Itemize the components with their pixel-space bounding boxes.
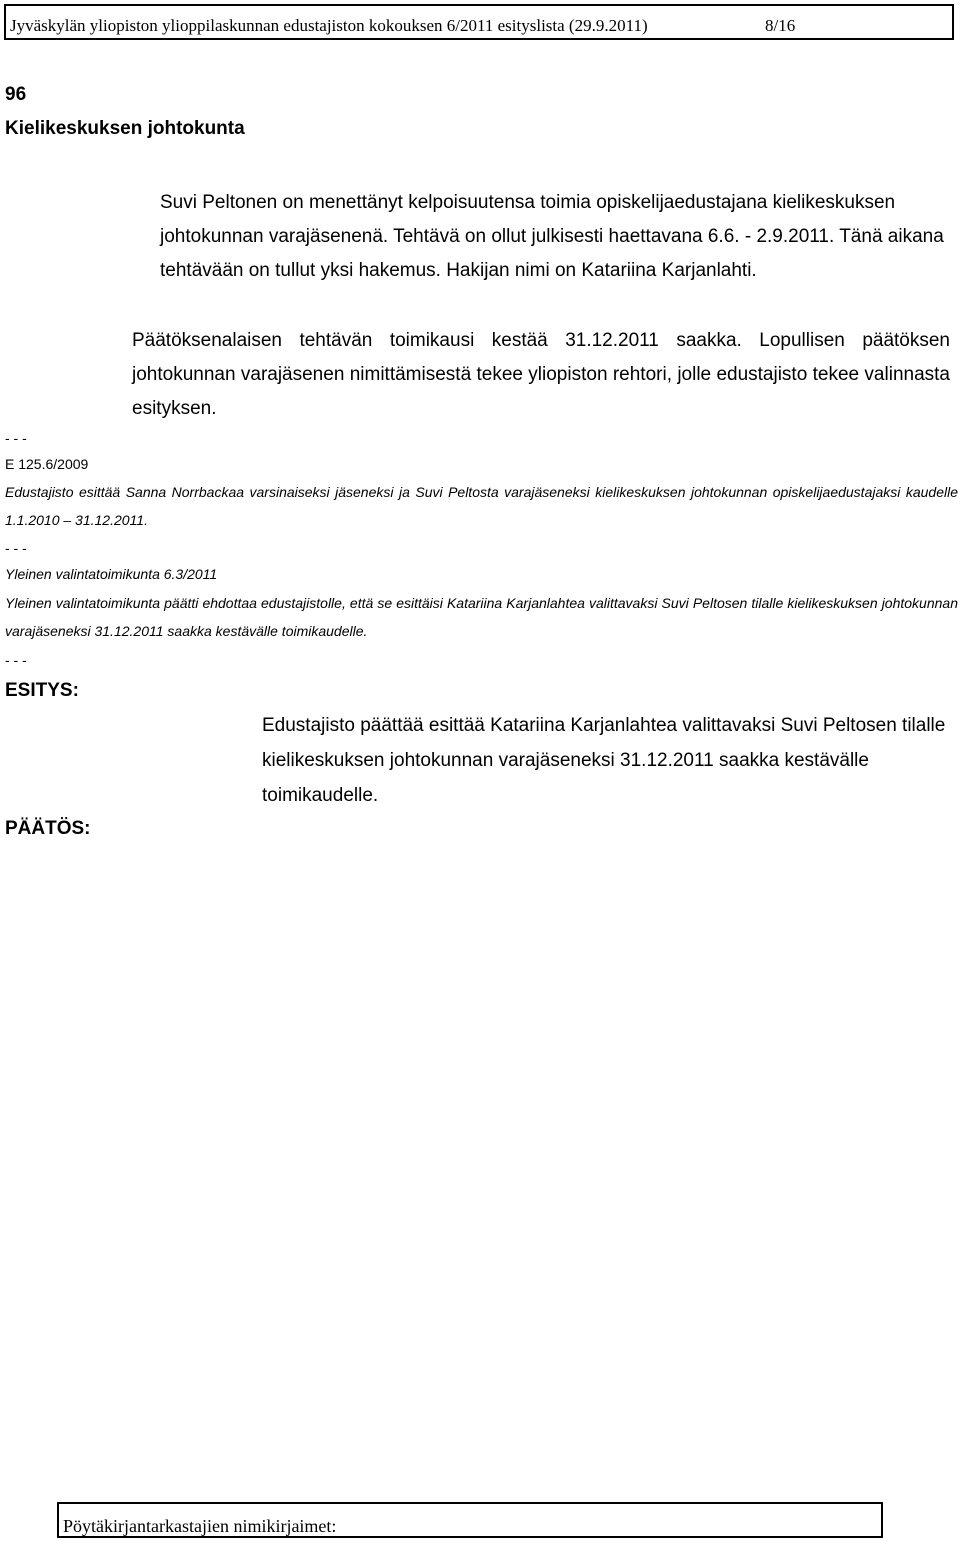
paragraph-background: Suvi Peltonen on menettänyt kelpoisuutensa toimia opiskelijaedustajana kielikeskuksen johtokunnan varajäsenenä. Tehtävä on ollut julkisesti haettavana 6.6. - 2.9.2011. Tänä aikana tehtävään on tullut yksi hakemus. Hakijan nimi on Katariina Karjanlahti. — [160, 192, 944, 281]
separator: - - - — [5, 430, 27, 446]
header-title: Jyväskylän yliopiston ylioppilaskunnan edustajiston kokouksen 6/2011 esityslista (29.9.2011) — [10, 16, 648, 35]
history-ref-text: Yleinen valintatoimikunta päätti ehdottaa edustajistolle, että se esittäisi Katariina Karjanlahtea valittavaksi Suvi Peltosen tilalle kielikeskuksen johtokunnan varajäseneksi 31.12.2011 saakka kestävälle toimikaudelle. — [5, 595, 958, 639]
proposal-label: ESITYS: — [5, 680, 79, 701]
history-ref-label: E 125.6/2009 — [5, 456, 89, 472]
footer-label: Pöytäkirjantarkastajien nimikirjaimet: — [63, 1516, 337, 1536]
history-ref-label: Yleinen valintatoimikunta 6.3/2011 — [5, 566, 218, 582]
decision-label: PÄÄTÖS: — [5, 818, 91, 839]
history-ref-text: Edustajisto esittää Sanna Norrbackaa varsinaiseksi jäseneksi ja Suvi Peltosta varajäseneksi kielikeskuksen johtokunnan opiskelijaedustajaksi kaudelle 1.1.2010 – 31.12.2011. — [5, 484, 958, 528]
separator: - - - — [5, 652, 27, 668]
paragraph-term: Päätöksenalaisen tehtävän toimikausi kestää 31.12.2011 saakka. Lopullisen päätöksen johtokunnan varajäsenen nimittämisestä tekee yliopiston rehtori, jolle edustajisto tekee valinnasta esityksen. — [132, 330, 950, 419]
proposal-text: Edustajisto päättää esittää Katariina Karjanlahtea valittavaksi Suvi Peltosen tilalle kielikeskuksen johtokunnan varajäseneksi 31.12.2011 saakka kestävälle toimikaudelle. — [262, 715, 946, 806]
section-title: Kielikeskuksen johtokunta — [5, 118, 245, 139]
header-page-number: 8/16 — [765, 16, 796, 35]
section-number: 96 — [5, 84, 27, 105]
separator: - - - — [5, 540, 27, 556]
